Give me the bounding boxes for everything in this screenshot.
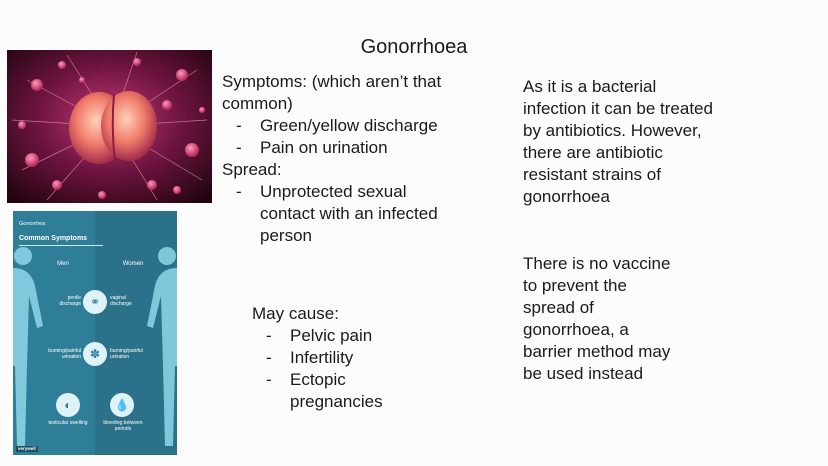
urination-icon: ✽ <box>83 342 107 366</box>
treatment-line: there are antibiotic <box>523 143 663 162</box>
vaccine-line: be used instead <box>523 364 644 383</box>
spread-item: - Unprotected sexual <box>222 181 502 203</box>
cause-item: - Infertility <box>252 347 452 369</box>
slide-title: Gonorrhoea <box>360 36 468 58</box>
verywell-logo: verywell <box>18 446 36 451</box>
spread-item-cont: contact with an infected <box>260 204 438 223</box>
symptom-item: - Green/yellow discharge <box>222 115 502 137</box>
spread-heading: Spread: <box>222 160 282 179</box>
symptom-item: - Pain on urination <box>222 137 502 159</box>
infographic-top-label: Gonorrhea <box>19 221 46 227</box>
vaccine-line: barrier method may <box>523 342 671 361</box>
may-cause-heading: May cause: <box>252 304 339 323</box>
vaccine-line: gonorrhoea, a <box>523 320 629 339</box>
treatment-line: As it is a bacterial <box>523 77 657 96</box>
cause-item: - Ectopic <box>252 369 452 391</box>
spread-item-cont: person <box>260 226 312 245</box>
blood-drop-icon: 💧 <box>110 393 134 417</box>
men-symptom-1: penile discharge <box>59 295 81 307</box>
infographic-title: Common Symptoms <box>19 235 88 242</box>
treatment-line: infection it can be treated <box>523 99 713 118</box>
treatment-line: resistant strains of <box>523 165 661 184</box>
men-symptom-3: testicular swelling <box>48 420 88 426</box>
symptoms-heading: Symptoms: (which aren’t that <box>222 72 442 91</box>
vaccine-line: spread of <box>523 298 594 317</box>
men-column-label: Men <box>57 261 69 267</box>
women-symptom-2: burning/painful urination <box>110 348 143 360</box>
treatment-line: by antibiotics. However, <box>523 121 702 140</box>
vaccine-line: There is no vaccine <box>523 254 671 273</box>
women-column-label: Women <box>122 261 144 267</box>
symptoms-infographic <box>13 211 177 455</box>
women-symptom-1: vaginal discharge <box>110 295 132 307</box>
gonorrhoea-bacteria-image <box>7 50 212 203</box>
treatment-line: gonorrhoea <box>523 187 610 206</box>
men-symptom-2: burning/painful urination <box>48 348 81 360</box>
cause-item-cont: pregnancies <box>290 392 383 411</box>
vaccine-line: to prevent the <box>523 276 627 295</box>
discharge-icon: ⚭ <box>83 290 107 314</box>
symptoms-heading-cont: common) <box>222 94 293 113</box>
swelling-icon: ◐ <box>56 393 80 417</box>
women-symptom-3: bleeding between periods <box>103 420 143 432</box>
cause-item: - Pelvic pain <box>252 325 452 347</box>
